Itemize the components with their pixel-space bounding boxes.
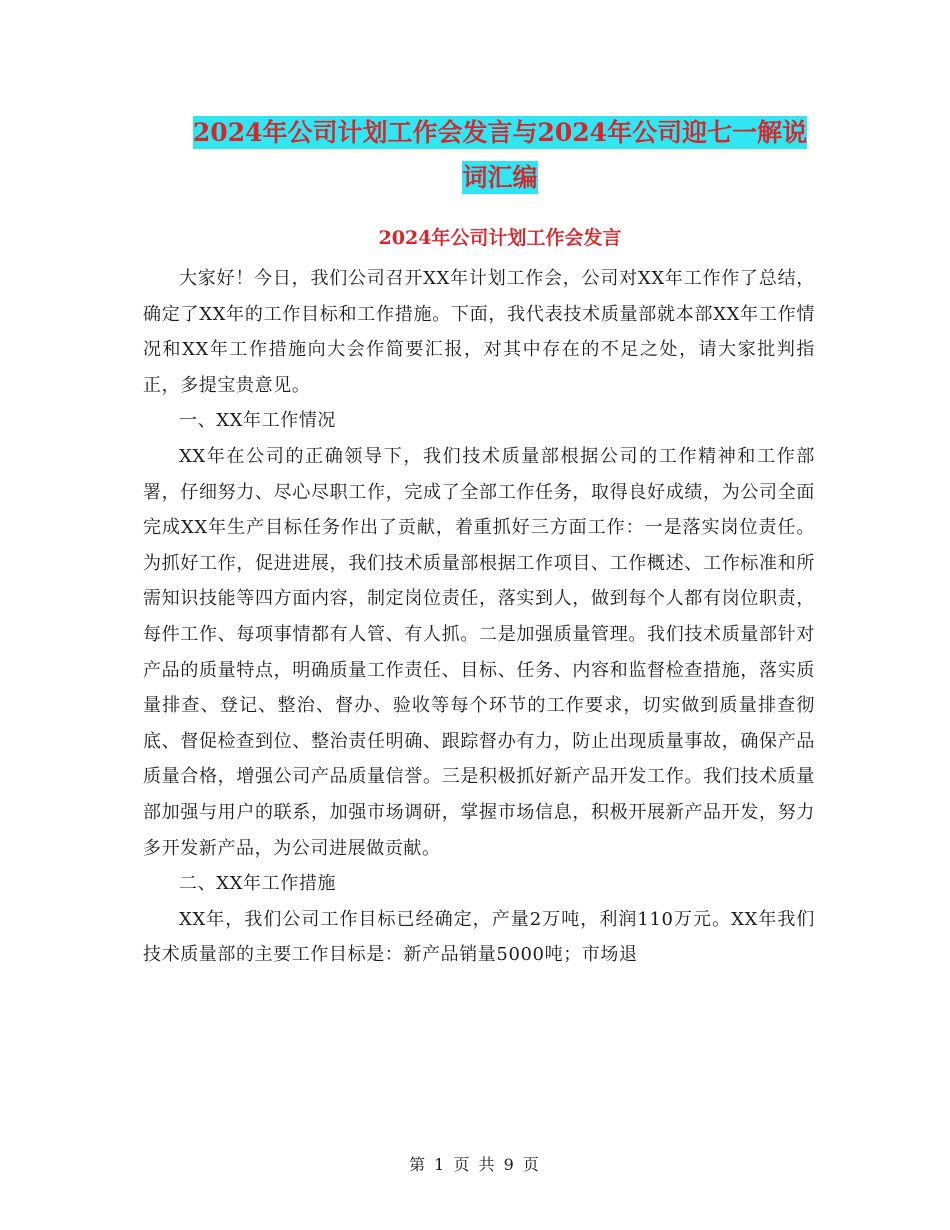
paragraph-work-status: XX年在公司的正确领导下，我们技术质量部根据公司的工作精神和工作部署，仔细努力、尽心尽职工作，完成了全部工作任务，取得良好成绩，为公司全面完成XX年生产目标任务作出了贡献，着重抓好三方面工作：一是落实岗位责任。为抓好工作，促进进展，我们技术质量部根据工作项目、工作概述、工作标准和所需知识技能等四方面内容，制定岗位责任，落实到人，做到每个人都有岗位职责，每件工作、每项事情都有人管、有人抓。二是加强质量管理。我们技术质量部针对产品的质量特点，明确质量工作责任、目标、任务、内容和监督检查措施，落实质量排查、登记、整治、督办、验收等每个环节的工作要求，切实做到质量排查彻底、督促检查到位、整治责任明确、跟踪督办有力，防止出现质量事故，确保产品质量合格，增强公司产品质量信誉。三是积极抓好新产品开发工作。我们技术质量部加强与用户的联系，加强市场调研，掌握市场信息，积极开展新产品开发，努力多开发新产品，为公司进展做贡献。 xyxy=(143,445,815,859)
document-body xyxy=(143,261,815,973)
heading-work-status: 一、XX年工作情况 xyxy=(179,410,337,432)
document-title xyxy=(140,110,860,200)
document-title-line-1: 2024年公司计划工作会发言与2024年公司迎七一解说 xyxy=(192,118,808,147)
paragraph-work-measures: XX年，我们公司工作目标已经确定，产量2万吨，利润110万元。XX年我们技术质量部的主要工作目标是：新产品销量5000吨；市场退 xyxy=(143,908,815,966)
document-title-line-2: 词汇编 xyxy=(462,163,538,192)
heading-work-measures: 二、XX年工作措施 xyxy=(179,873,337,895)
paragraph-intro: 大家好！今日，我们公司召开XX年计划工作会，公司对XX年工作作了总结，确定了XX年的工作目标和工作措施。下面，我代表技术质量部就本部XX年工作情况和XX年工作措施向大会作简要汇报，对其中存在的不足之处，请大家批判指正，多提宝贵意见。 xyxy=(143,268,815,396)
section-title: 2024年公司计划工作会发言 xyxy=(378,227,622,249)
page-footer: 第 1 页 共 9 页 xyxy=(409,1155,541,1174)
